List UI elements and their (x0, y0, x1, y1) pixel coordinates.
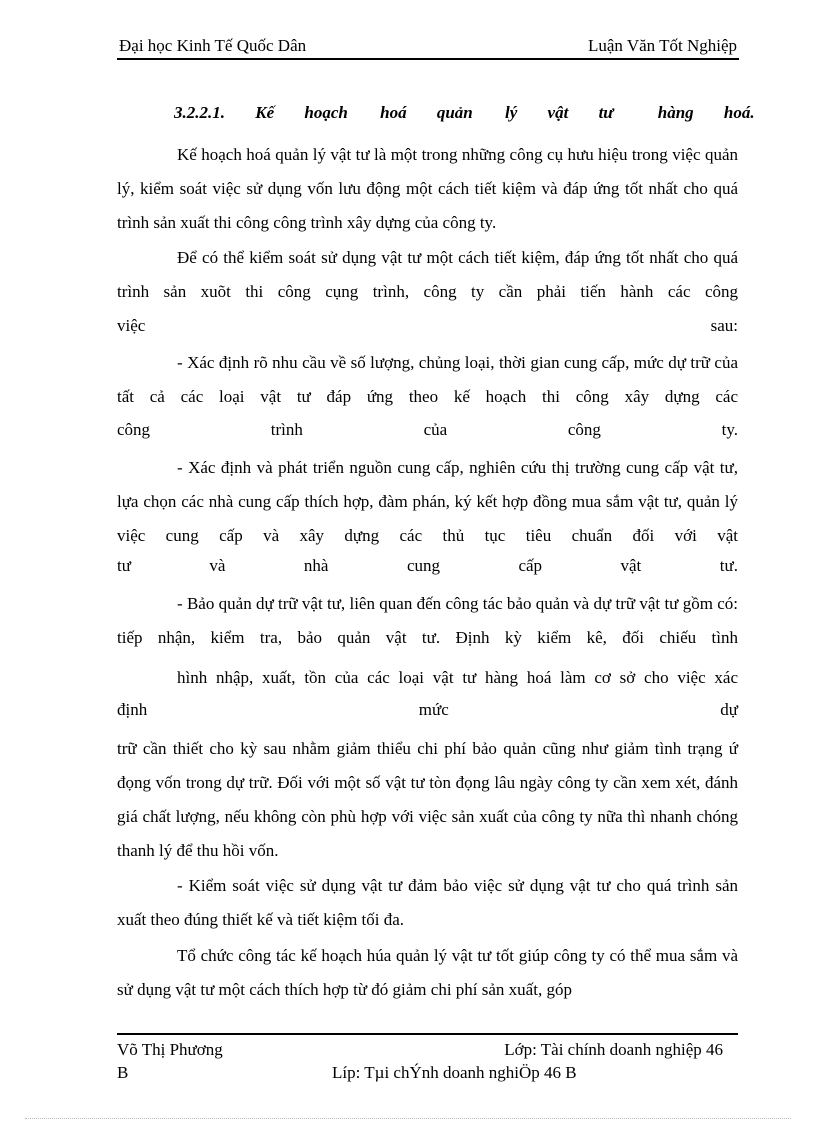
paragraph-8: Tổ chức công tác kế hoạch húa quản lý vật tư tốt giúp công ty có thể mua sắm và sử dụng vật tư một cách thích hợp từ đó giảm chi phí sản xuất, góp (117, 946, 738, 999)
heading-word: hàng (657, 103, 694, 122)
word: nhà (303, 556, 329, 575)
page-header (117, 36, 739, 60)
paragraph-1: Kế hoạch hoá quản lý vật tư là một trong những công cụ hưu hiệu trong việc quản lý, kiểm soát việc sử dụng vốn lưu động một cách tiết kiệm và đáp ứng tốt nhất cho quá trình sản xuất thi công công trình xây dựng của công ty. (117, 145, 738, 232)
paragraph-7: - Kiểm soát việc sử dụng vật tư đảm bảo việc sử dụng vật tư cho quá trình sản xuất theo đúng thiết kế và tiết kiệm tối đa. (117, 876, 738, 929)
paragraph-2: Để có thể kiểm soát sử dụng vật tư một cách tiết kiệm, đáp ứng tốt nhất cho quá trình sản xuõt thi công cụng trình, công ty cần phải tiến hành các công (117, 248, 738, 301)
page-bottom-divider (25, 1118, 791, 1119)
paragraph-3-last-line (117, 413, 738, 447)
word: định (117, 700, 148, 719)
word: mức (418, 700, 449, 719)
paragraph-5: - Bảo quản dự trữ vật tư, liên quan đến công tác bảo quản và dự trữ vật tư gồm có: tiếp nhận, kiểm tra, bảo quản vật tư. Định kỳ kiểm kê, đối chiếu tình (117, 594, 738, 647)
heading-word: quản (436, 103, 473, 122)
header-thesis-title: Luận Văn Tốt Nghiệp (587, 36, 737, 55)
footer-author: Võ Thị Phương (117, 1040, 223, 1059)
word: vật (620, 556, 642, 575)
footer-class: Lớp: Tài chính doanh nghiệp 46 (504, 1040, 723, 1059)
heading-word: tư (598, 103, 614, 122)
word: và (209, 556, 226, 575)
footer-author-suffix: B (117, 1063, 129, 1082)
word: của (423, 420, 448, 439)
paragraph-5-continued-last-line (117, 693, 738, 727)
word: tư. (719, 556, 738, 575)
heading-word: lý (505, 103, 518, 122)
heading-word: Kế (255, 103, 275, 122)
footer-class-garbled: Líp: Tµi chÝnh doanh nghiÖp 46 B (332, 1063, 577, 1082)
heading-word: 3.2.2.1. (174, 103, 225, 122)
heading-word: hoá (380, 103, 407, 122)
word: cung (406, 556, 440, 575)
paragraph-4-last-line (117, 549, 738, 583)
heading-word: hoá. (723, 103, 755, 122)
paragraph-5-continued: hình nhập, xuất, tồn của các loại vật tư hàng hoá làm cơ sở cho việc xác (177, 668, 738, 687)
word: sau: (710, 316, 738, 335)
section-heading (174, 103, 755, 123)
word: công (567, 420, 601, 439)
paragraph-3: - Xác định rõ nhu cầu về số lượng, chủng loại, thời gian cung cấp, mức dự trữ của tất cả các loại vật tư đáp ứng theo kế hoạch thi công xây dựng các (117, 353, 738, 406)
word: việc (117, 316, 146, 335)
heading-word: hoạch (304, 103, 348, 122)
heading-word: vật (547, 103, 569, 122)
paragraph-2-last-line (117, 309, 738, 343)
word: dự (720, 700, 738, 719)
word: trình (270, 420, 303, 439)
word: ty. (721, 420, 738, 439)
word: cấp (518, 556, 543, 575)
footer-divider (117, 1033, 738, 1035)
word: tư (117, 556, 131, 575)
paragraph-6: trữ cần thiết cho kỳ sau nhằm giảm thiểu chi phí bảo quản cũng như giảm tình trạng ứ đọng vốn trong dự trữ. Đối với một số vật tư tòn đọng lâu ngày công ty cần xem xét, đánh giá chất lượng, nếu không còn phù hợp với việc sản xuất của công ty nữa thì nhanh chóng thanh lý để thu hồi vốn. (117, 739, 738, 860)
header-university: Đại học Kinh Tế Quốc Dân (119, 36, 307, 55)
word: công (117, 420, 151, 439)
paragraph-4: - Xác định và phát triển nguồn cung cấp, nghiên cứu thị trường cung cấp vật tư, lựa chọn các nhà cung cấp thích hợp, đàm phán, ký kết hợp đồng mua sắm vật tư, quản lý việc cung cấp và xây dựng các thủ tục tiêu chuẩn đối với vật (117, 458, 738, 545)
